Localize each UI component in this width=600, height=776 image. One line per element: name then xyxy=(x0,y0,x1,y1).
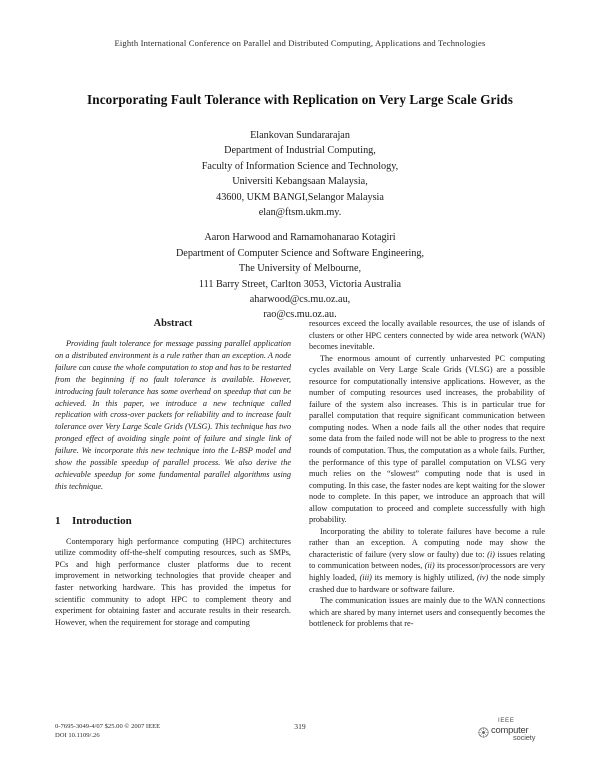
section-heading-introduction xyxy=(55,515,291,527)
p3-part-a: Incorporating the ability to tolerate failures have become a rule rather than an exception. A computing node may show the characteristic of failure (very slow or faulty) due to: xyxy=(309,526,545,559)
logo-word-society: society xyxy=(513,733,536,742)
ieee-wordmark: IEEE xyxy=(498,717,515,724)
section-title: Introduction xyxy=(72,514,132,527)
author-block xyxy=(40,128,560,323)
ieee-computer-society-logo xyxy=(476,718,548,748)
affiliation-line: 111 Barry Street, Carlton 3053, Victoria Australia xyxy=(198,278,402,290)
affiliation-line: 43600, UKM BANGI,Selangor Malaysia xyxy=(216,191,384,203)
right-column xyxy=(309,318,545,630)
author-name: Elankovan Sundararajan xyxy=(250,130,350,141)
p3-part-c: its processor/processors are very highly loaded, xyxy=(309,561,545,583)
right-paragraph-4: The communication issues are mainly due to the WAN connections which are shared by many internet users and consequently becomes the bottleneck for problems that re- xyxy=(309,596,545,629)
conference-running-header: Eighth International Conference on Parallel and Distributed Computing, Applications and Technologies xyxy=(114,38,486,48)
enum-marker-i: (i) xyxy=(487,549,495,559)
author-affiliation-group-1 xyxy=(40,128,560,220)
right-paragraph-3 xyxy=(309,526,545,595)
enum-marker-ii: (ii) xyxy=(424,561,435,571)
affiliation-line: Department of Industrial Computing, xyxy=(224,145,376,157)
author-email: rao@cs.mu.oz.au. xyxy=(263,309,337,321)
page-title: Incorporating Fault Tolerance with Replication on Very Large Scale Grids xyxy=(87,92,513,107)
section-spacer xyxy=(55,493,291,515)
affiliation-line: The University of Melbourne, xyxy=(238,263,362,275)
left-column xyxy=(55,318,291,628)
affiliation-line: Faculty of Information Science and Technology, xyxy=(201,160,399,172)
copyright-line: 0-7695-3049-4/07 $25.00 © 2007 IEEE xyxy=(55,723,161,730)
p3-part-d: its memory is highly utilized, xyxy=(371,573,477,583)
enum-marker-iii: (iii) xyxy=(359,573,372,583)
author-email: aharwood@cs.mu.oz.au, xyxy=(249,294,351,306)
p3-part-b: issues relating to communication between nodes, xyxy=(309,549,545,571)
enum-marker-iv: (iv) xyxy=(476,573,489,583)
p3-part-e: the node simply crashed due to hardware or software failure. xyxy=(309,573,546,594)
logo-word-computer: computer xyxy=(491,724,529,735)
right-paragraph-2: The enormous amount of currently unharvested PC computing cycles available on Very Large Scale Grids (VLSG) are a possible resource for computationally intensive applications. However, as the number of computing resources used increases, the probability of failure of the system also increases. This is in particular true for parallel computation that require significant communication between computing nodes. When a node fails all the other nodes that require some data from the failed node will not be able to progress to the next rounds of computation. Thus, the computation as a whole fails. Further, the performance of this type of parallel computation on VLSG very much relies on the “slowest” computing node that is used in computing. In this case, the faster nodes are kept waiting for the slower node to complete. In this paper, we introduce an approach that will allow computation to proceed and complete successfully with high probability. xyxy=(309,353,545,525)
swirl-icon xyxy=(478,725,489,736)
right-paragraph-continued: resources exceed the locally available resources, the use of islands of clusters or other HPC centers connected by wide area network (WAN) becomes inevitable. xyxy=(309,319,545,352)
abstract-paragraph: Providing fault tolerance for message passing parallel application on a distributed environment is a rule rather than an exception. A node failure can cause the whole computation to stop and has to be restarted from the beginning if no fault tolerance is available. However, introducing fault tolerance has some overhead on speedup that can be achieved. In this paper, we introduce a new technique called replication with cross-over packets for reliability and to increase fault tolerance over Very Large Scale Grids (VLSG). This technique has two pronged effect of avoiding single point of failure and single link of failure. We incorporate this new technique into the L-BSP model and show the possible speedup of parallel process. We also derive the achievable speedup for some fundamental parallel algorithms using this technique. xyxy=(55,339,291,491)
author-affiliation-group-2 xyxy=(40,230,560,322)
intro-paragraph-1: Contemporary high performance computing (HPC) architectures utilize commodity off-the-shelf computing resources, such as SMPs, PCs and high performance cluster platforms due to recent improvement in networking technologies that provide cheaper and faster networking hardware. This has provided the impetus for scientific community to adopt HPC to complement theory and experiment for obtaining faster and accurate results in their research. However, when the requirement for storage and computing xyxy=(55,536,291,627)
doi-line: DOI 10.1109/.26 xyxy=(55,732,100,740)
author-name: Aaron Harwood and Ramamohanarao Kotagiri xyxy=(204,232,396,244)
affiliation-line: Universiti Kebangsaan Malaysia, xyxy=(232,176,368,188)
affiliation-line: Department of Computer Science and Software Engineering, xyxy=(175,247,425,259)
page-number: 319 xyxy=(294,722,306,731)
section-number: 1 xyxy=(55,514,61,527)
author-email: elan@ftsm.ukm.my. xyxy=(258,207,342,219)
abstract-heading: Abstract xyxy=(153,318,193,329)
